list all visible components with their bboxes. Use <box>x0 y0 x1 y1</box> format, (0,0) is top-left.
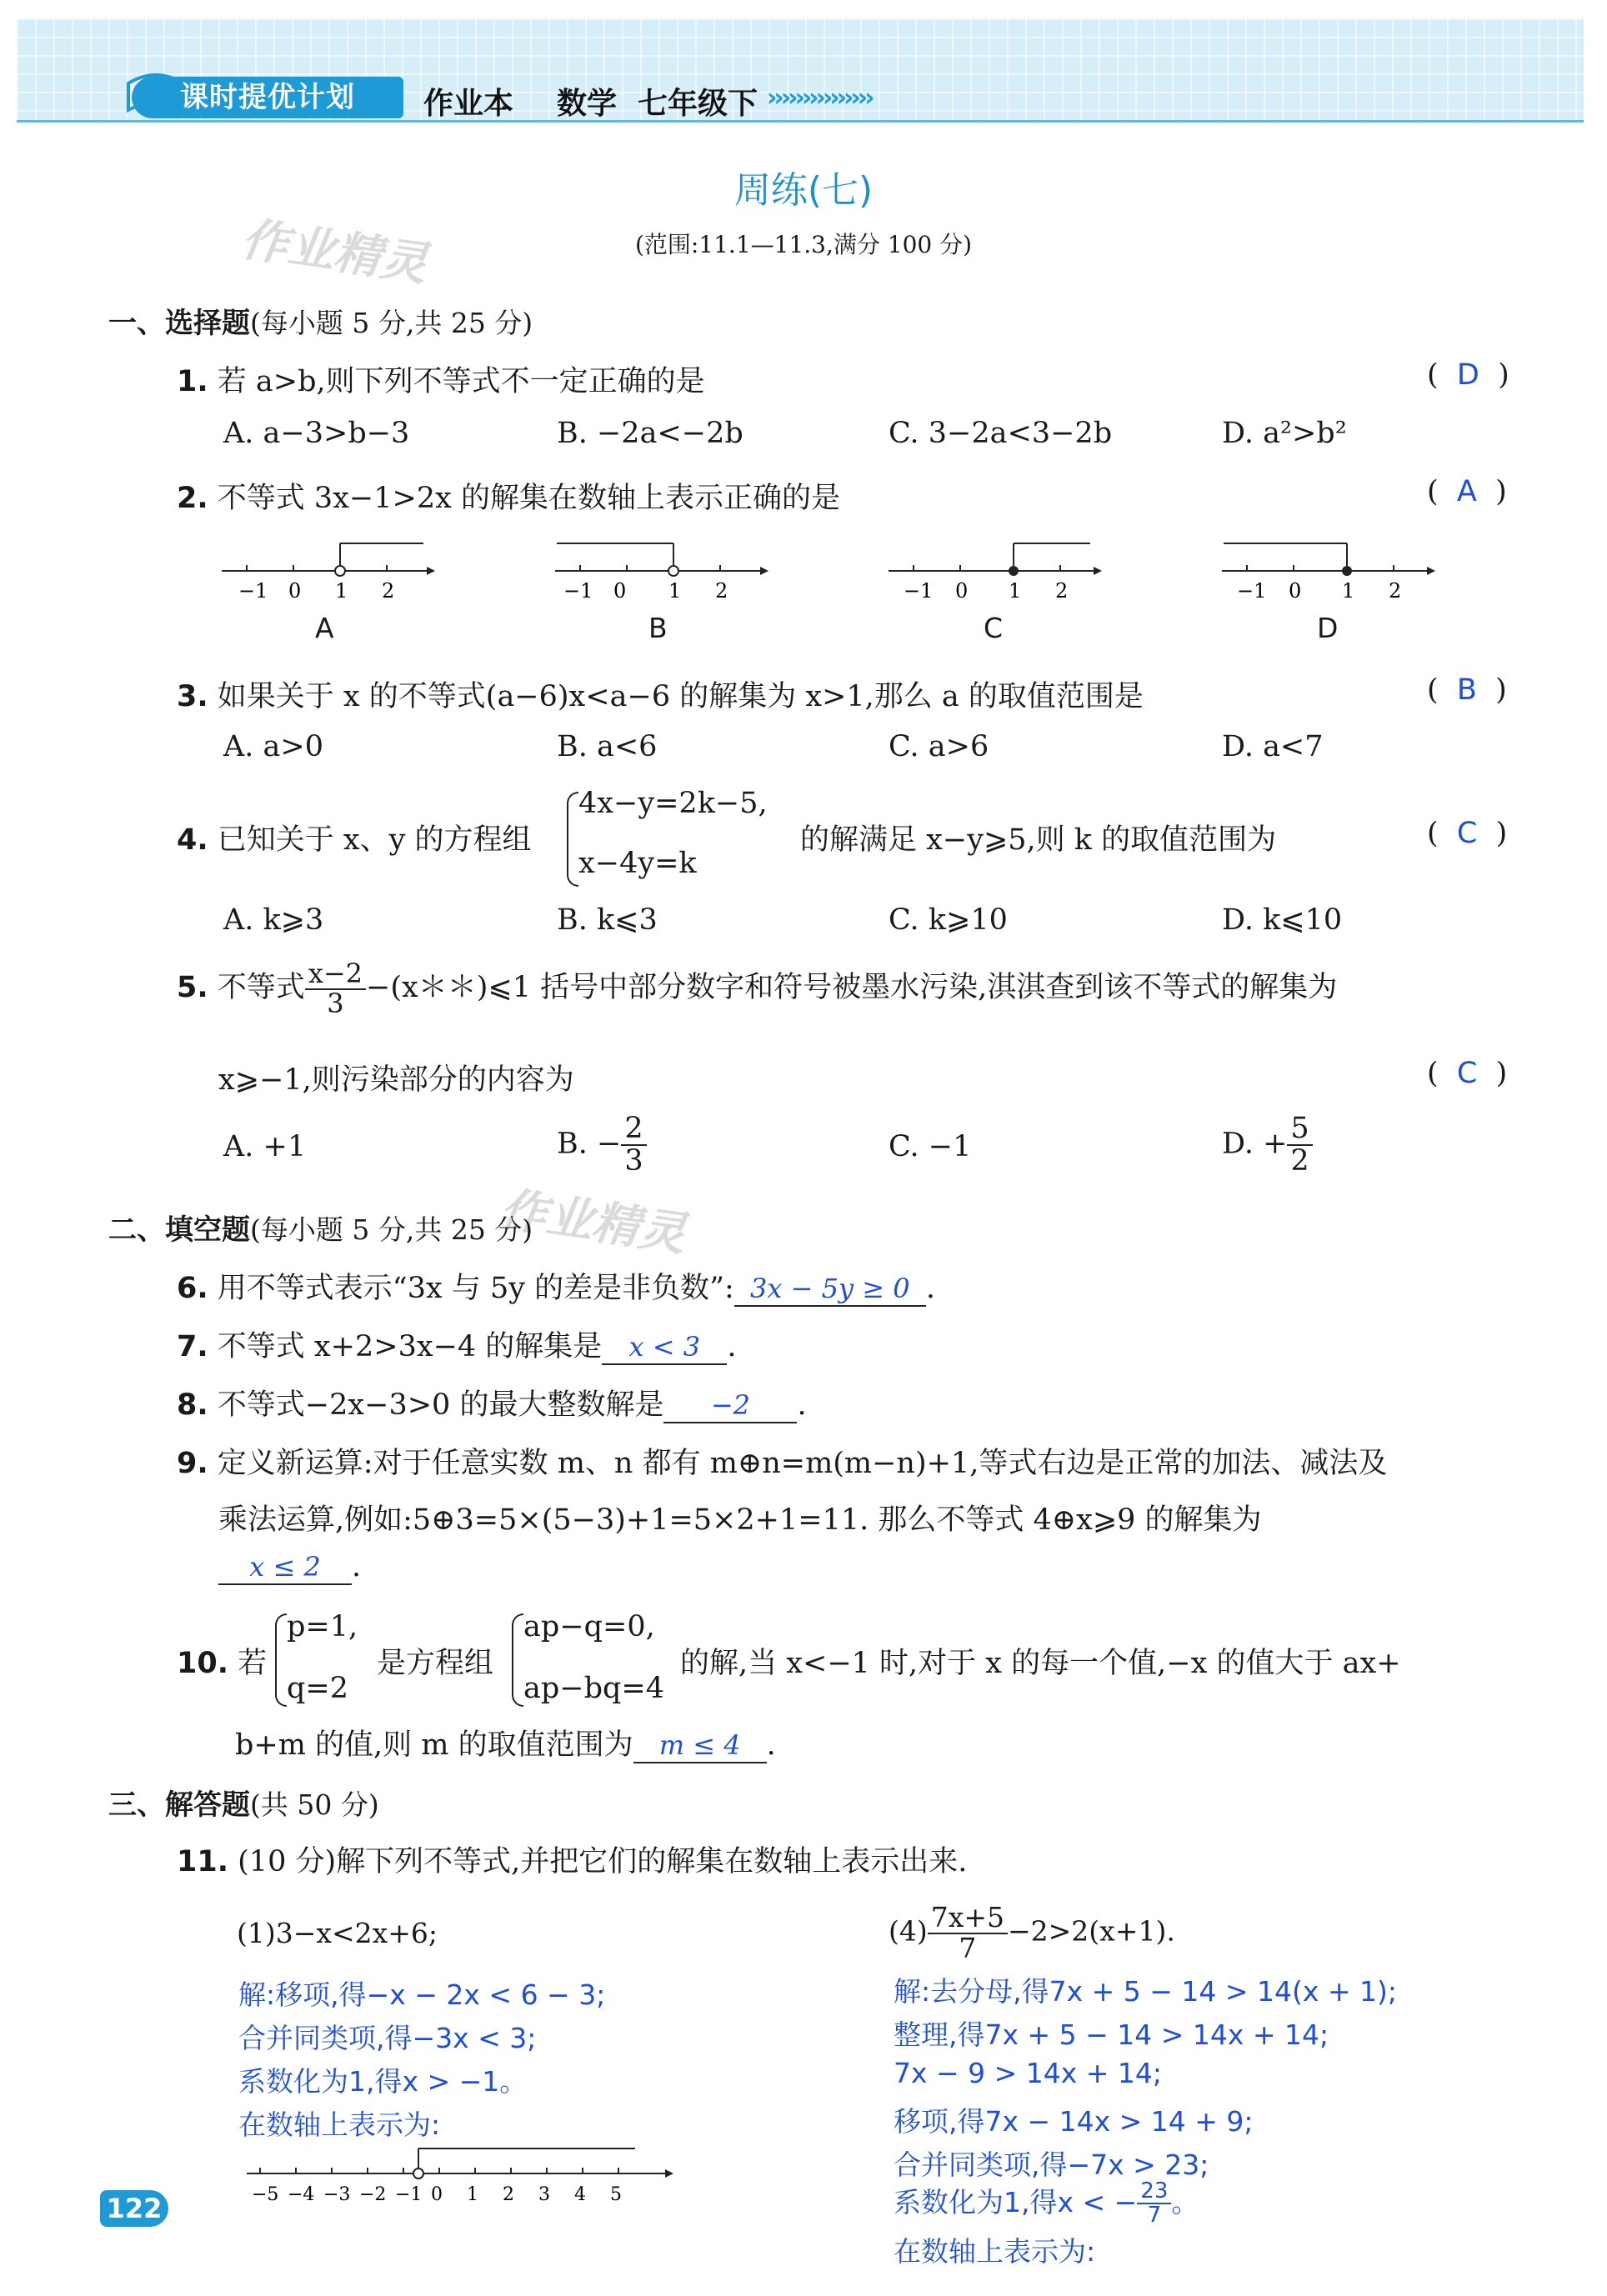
question-9: 9. 定义新运算:对于任意实数 m、n 都有 m⊕n=m(m−n)+1,等式右边是正常的加法、减法及 <box>177 1447 1388 1480</box>
svg-text:−1: −1 <box>563 579 593 600</box>
svg-text:1: 1 <box>1342 579 1355 600</box>
svg-text:0: 0 <box>955 579 969 600</box>
svg-text:2: 2 <box>715 579 728 600</box>
answer-blank: −2 <box>663 1388 797 1423</box>
option-label: B <box>648 612 668 644</box>
tick-label: −1 <box>395 2184 423 2205</box>
equation: q=2 <box>287 1672 348 1705</box>
question-4: 4. 已知关于 x、y 的方程组 <box>177 823 532 857</box>
book-type: 作业本 <box>423 87 514 121</box>
option: A. +1 <box>223 1130 307 1163</box>
equation-brace <box>567 792 578 887</box>
question-text: 的解满足 x−y⩾5,则 k 的取值范围为 <box>800 823 1277 857</box>
question-2: 2. 不等式 3x−1>2x 的解集在数轴上表示正确的是 <box>177 482 840 515</box>
equation-brace <box>512 1613 523 1707</box>
open-dot <box>335 566 345 576</box>
option: C. −1 <box>889 1130 972 1163</box>
solution-step: 在数轴上表示为: <box>894 2235 1096 2268</box>
solution-step: 解:移项,得−x − 2x < 6 − 3; <box>238 1978 606 2011</box>
option: B. − $\frac{2}{3}$ <box>557 1113 647 1177</box>
fraction: $\frac{5}{2}$ <box>1287 1113 1312 1177</box>
question-5: 5. 不等式 $\frac{x-2}{3}$ −(x＊＊)⩽1 括号中部分数字和符号被墨水污染,淇淇查到该不等式的解集为 <box>177 958 1338 1019</box>
section-heading: 二、填空题(每小题 5 分,共 25 分) <box>108 1213 533 1247</box>
solution-step: 移项,得7x − 14x > 14 + 9; <box>894 2105 1254 2138</box>
answer-paren: ( B ) <box>1427 673 1507 707</box>
equation: ap−bq=4 <box>523 1672 665 1705</box>
question-text: 是方程组 <box>377 1647 494 1680</box>
option: B. −2a<−2b <box>557 417 743 450</box>
option: A. a−3>b−3 <box>223 417 410 450</box>
sub-problem: (1)3−x<2x+6; <box>237 1917 438 1949</box>
question-text: x⩾−1,则污染部分的内容为 <box>218 1063 574 1097</box>
equation: 4x−y=2k−5, <box>578 787 768 820</box>
svg-text:1: 1 <box>1009 579 1022 600</box>
open-dot <box>668 566 678 576</box>
question-7: 7. 不等式 x+2>3x−4 的解集是 x < 3 . <box>177 1330 737 1363</box>
answer-value: A <box>1456 475 1477 508</box>
question-1: 1. 若 a>b,则下列不等式不一定正确的是 <box>177 365 705 398</box>
watermark: 作业精灵 <box>496 1182 689 1263</box>
equation: ap−q=0, <box>523 1610 655 1643</box>
answer-blank: 3x − 5y ≥ 0 <box>734 1272 926 1307</box>
answer-blank: x ≤ 2 <box>218 1550 352 1585</box>
number-line-option-d <box>1219 533 1435 600</box>
svg-text:−1: −1 <box>1237 579 1267 600</box>
answer-value: C <box>1456 1057 1478 1090</box>
tick-label: 1 <box>467 2184 478 2205</box>
number-line-option-c <box>885 533 1102 600</box>
section-heading: 一、选择题(每小题 5 分,共 25 分) <box>108 307 533 340</box>
tick-label: 4 <box>574 2184 586 2205</box>
fraction: $\frac{23}{7}$ <box>1137 2180 1171 2228</box>
tick-label: 5 <box>610 2184 622 2205</box>
option: C. k⩾10 <box>889 903 1008 937</box>
option: C. 3−2a<3−2b <box>889 417 1113 450</box>
page-number: 122 <box>100 2190 168 2227</box>
answer-paren: ( C ) <box>1427 817 1508 850</box>
header-arrows: ››››››››››››››› <box>767 83 872 113</box>
question-3: 3. 如果关于 x 的不等式(a−6)x<a−6 的解集为 x>1,那么 a 的取值范围是 <box>177 680 1144 713</box>
fraction: $\frac{x-2}{3}$ <box>305 960 366 1018</box>
svg-text:−1: −1 <box>238 579 268 600</box>
answer-value: B <box>1456 673 1477 707</box>
scope-note: (范围:11.1—11.3,满分 100 分) <box>634 231 973 258</box>
fraction: $\frac{7x+5}{7}$ <box>928 1903 1008 1963</box>
svg-text:1: 1 <box>668 579 682 600</box>
svg-text:2: 2 <box>1389 579 1402 600</box>
tick-label: −5 <box>252 2184 279 2205</box>
number-line-option-b <box>552 533 768 600</box>
answer-blank: x < 3 <box>602 1330 727 1365</box>
closed-dot <box>1009 566 1019 576</box>
answer-value: D <box>1456 358 1479 392</box>
grade: 七年级下 <box>638 87 758 121</box>
option: D. a²>b² <box>1222 417 1347 450</box>
option: D. a<7 <box>1222 730 1324 763</box>
question-6: 6. 用不等式表示“3x 与 5y 的差是非负数”: 3x − 5y ≥ 0 . <box>177 1272 935 1305</box>
question-8: 8. 不等式−2x−3>0 的最大整数解是 −2 . <box>177 1388 807 1422</box>
tick-label: 3 <box>538 2184 550 2205</box>
subject: 数学 <box>557 87 618 121</box>
svg-text:2: 2 <box>1055 579 1069 600</box>
section-heading: 三、解答题(共 50 分) <box>108 1788 379 1822</box>
option: D. + $\frac{5}{2}$ <box>1222 1113 1313 1177</box>
brand-logo: 课时提优计划 <box>132 77 403 118</box>
option: D. k⩽10 <box>1222 903 1343 937</box>
open-dot <box>413 2168 423 2178</box>
svg-text:1: 1 <box>335 579 348 600</box>
question-text: 的解,当 x<−1 时,对于 x 的每一个值,−x 的值大于 ax+ <box>680 1647 1401 1680</box>
answer-paren: ( D ) <box>1427 358 1509 392</box>
option: B. k⩽3 <box>557 903 658 937</box>
option-label: D <box>1317 612 1339 644</box>
solution-step: 整理,得7x + 5 − 14 > 14x + 14; <box>894 2018 1329 2051</box>
answer-paren: ( C ) <box>1427 1057 1508 1090</box>
sub-problem: (4) $\frac{7x+5}{7}$ −2>2(x+1). <box>889 1901 1175 1964</box>
header-divider <box>17 120 1584 123</box>
answer-paren: ( A ) <box>1427 475 1507 508</box>
tick-label: 0 <box>431 2184 443 2205</box>
svg-text:0: 0 <box>613 579 627 600</box>
solution-step: 系数化为1,得x < − $\frac{23}{7}$ 。 <box>894 2178 1199 2228</box>
page-title: 周练(七) <box>733 169 874 212</box>
solution-step: 解:去分母,得7x + 5 − 14 > 14(x + 1); <box>894 1975 1398 2008</box>
option: C. a>6 <box>889 730 989 763</box>
solution-step: 合并同类项,得−3x < 3; <box>238 2022 537 2054</box>
option: A. a>0 <box>223 730 323 763</box>
svg-text:0: 0 <box>288 579 302 600</box>
tick-label: −3 <box>323 2184 351 2205</box>
equation: p=1, <box>287 1610 358 1643</box>
equation: x−4y=k <box>578 847 697 880</box>
tick-label: −2 <box>359 2184 387 2205</box>
option-label: C <box>984 612 1004 644</box>
number-line-solution-1 <box>243 2140 677 2207</box>
closed-dot <box>1342 566 1352 576</box>
tick-label: −4 <box>288 2184 315 2205</box>
number-line-option-a <box>218 533 435 600</box>
question-11: 11. (10 分)解下列不等式,并把它们的解集在数轴上表示出来. <box>177 1845 968 1878</box>
question-text: b+m 的值,则 m 的取值范围为 m ≤ 4 . <box>235 1728 776 1762</box>
option: A. k⩾3 <box>223 903 324 937</box>
solution-step: 7x − 9 > 14x + 14; <box>894 2057 1163 2089</box>
question-10: 10. 若 <box>177 1647 268 1680</box>
answer-line: x ≤ 2 . <box>218 1550 361 1585</box>
svg-text:−1: −1 <box>904 579 934 600</box>
fraction: $\frac{2}{3}$ <box>621 1113 646 1177</box>
watermark: 作业精灵 <box>238 212 431 293</box>
option: B. a<6 <box>557 730 658 763</box>
solution-step: 合并同类项,得−7x > 23; <box>894 2148 1209 2181</box>
question-text: 乘法运算,例如:5⊕3=5×(5−3)+1=5×2+1=11. 那么不等式 4⊕x⩾9 的解集为 <box>218 1503 1262 1537</box>
option-label: A <box>315 612 334 644</box>
solution-step: 系数化为1,得x > −1。 <box>238 2065 528 2098</box>
answer-blank: m ≤ 4 <box>633 1728 767 1763</box>
solution-step: 在数轴上表示为: <box>238 2108 441 2141</box>
svg-text:2: 2 <box>382 579 395 600</box>
answer-value: C <box>1456 817 1478 850</box>
tick-label: 2 <box>503 2184 514 2205</box>
svg-text:0: 0 <box>1289 579 1302 600</box>
equation-brace <box>275 1613 287 1707</box>
